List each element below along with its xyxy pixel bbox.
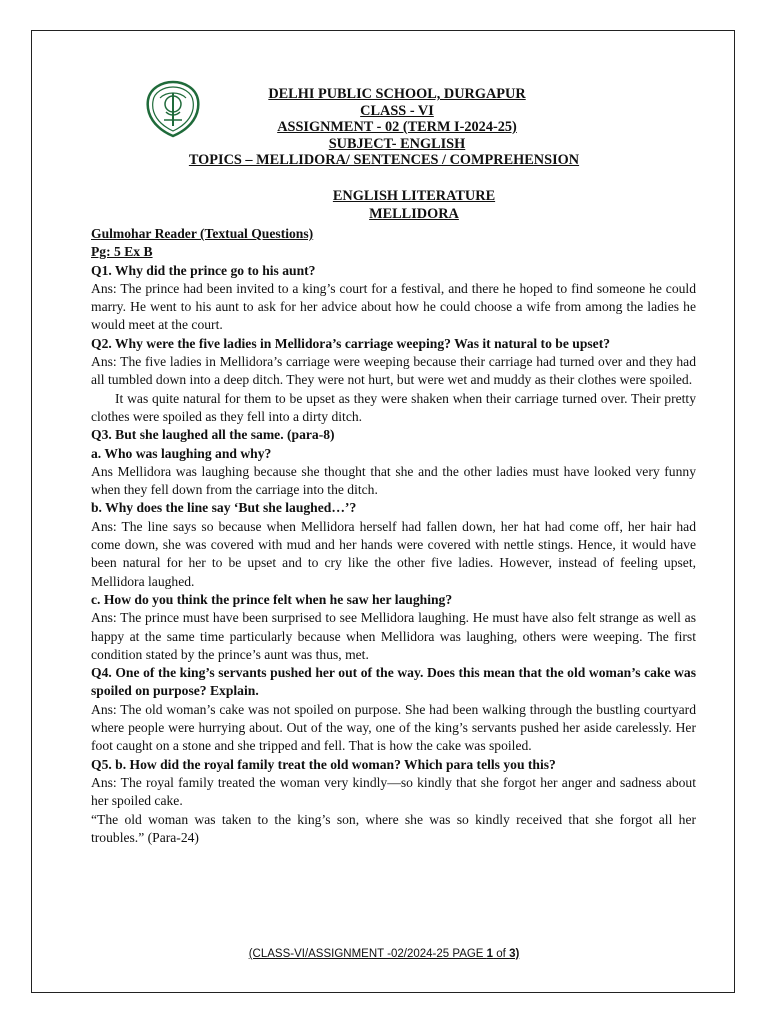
- answer-3a: Ans Mellidora was laughing because she thought that she and the other ladies must have looked very funny when they fell down from the carriage into the ditch.: [91, 463, 696, 498]
- question-1: Q1. Why did the prince go to his aunt?: [91, 262, 316, 278]
- class-label: CLASS - VI: [360, 102, 434, 119]
- document-body: [91, 225, 696, 847]
- subject-label: SUBJECT- ENGLISH: [328, 135, 466, 152]
- answer-3c: Ans: The prince must have been surprised to see Mellidora laughing. He must have also felt strange as well as happy at the same time particularly because when Mellidora was laughing, others were weeping. The first condition stated by the prince’s aunt was thus, met.: [91, 610, 696, 662]
- footer-prefix: (CLASS-VI/ASSIGNMENT -02/2024-25 PAGE: [248, 948, 487, 960]
- question-4: Q4. One of the king’s servants pushed her out of the way. Does this mean that the old woman’s cake was spoiled on purpose? Explain.: [91, 665, 696, 699]
- question-3b: b. Why does the line say ‘But she laughed…’?: [91, 500, 357, 516]
- question-3a: a. Who was laughing and why?: [91, 445, 272, 461]
- reader-title: Gulmohar Reader (Textual Questions): [91, 226, 314, 241]
- answer-1: Ans: The prince had been invited to a king’s court for a festival, and there he hoped to find someone he could marry. He went to his aunt to ask for her advice about how he could choose a wife from among the ladies he would meet at the court.: [91, 280, 696, 333]
- question-2: Q2. Why were the five ladies in Mellidora’s carriage weeping? Was it natural to be upset?: [91, 335, 611, 351]
- answer-4: Ans: The old woman’s cake was not spoiled on purpose. She had been walking through the bustling courtyard where people were hurrying about. Out of the way, one of the king’s servants pushed her aside carelessly. Her foot caught on a stone and she tripped and fell. That is how the cake was spoiled.: [91, 701, 696, 754]
- page-reference: Pg: 5 Ex B: [91, 244, 153, 260]
- topics-label: TOPICS – MELLIDORA/ SENTENCES / COMPREHENSION: [188, 152, 580, 168]
- footer-total-pages: 3): [509, 948, 520, 960]
- page-footer: [0, 948, 768, 960]
- answer-2-continued: It was quite natural for them to be upset as they were shaken when their carriage turned over. Their pretty clothes were spoiled as they fell into a dirty ditch.: [91, 390, 696, 424]
- question-3c: c. How do you think the prince felt when he saw her laughing?: [91, 591, 453, 607]
- section-heading: [0, 187, 768, 223]
- question-3: Q3. But she laughed all the same. (para-8): [91, 427, 335, 443]
- answer-5: Ans: The royal family treated the woman very kindly—so kindly that she forgot her anger and sadness about her spoiled cake.: [91, 774, 696, 809]
- question-5: Q5. b. How did the royal family treat the old woman? Which para tells you this?: [91, 756, 556, 772]
- footer-of: of: [493, 948, 510, 960]
- answer-5-quote: “The old woman was taken to the king’s son, where she was so kindly received that she forgot all her troubles.” (Para-24): [91, 811, 696, 845]
- document-header: [0, 86, 768, 169]
- answer-3b: Ans: The line says so because when Mellidora herself had fallen down, her hat had come off, her hair had come down, she was covered with mud and her hands were covered with nettle stings. Hence, it would have been natural for her to be upset and to cry like the other five ladies. However, instead of feeling upset, Mellidora laughed.: [91, 518, 696, 589]
- answer-2: Ans: The five ladies in Mellidora’s carriage were weeping because their carriage had turned over and they had all tumbled down into a deep ditch. They were not hurt, but were wet and muddy as their clothes were spoiled.: [91, 354, 696, 388]
- footer-page-number: 1: [486, 948, 494, 960]
- school-name: DELHI PUBLIC SCHOOL, DURGAPUR: [268, 86, 526, 102]
- assignment-label: ASSIGNMENT - 02 (TERM I-2024-25): [277, 119, 517, 135]
- section-title: ENGLISH LITERATURE: [332, 188, 496, 204]
- chapter-title: MELLIDORA: [369, 206, 459, 222]
